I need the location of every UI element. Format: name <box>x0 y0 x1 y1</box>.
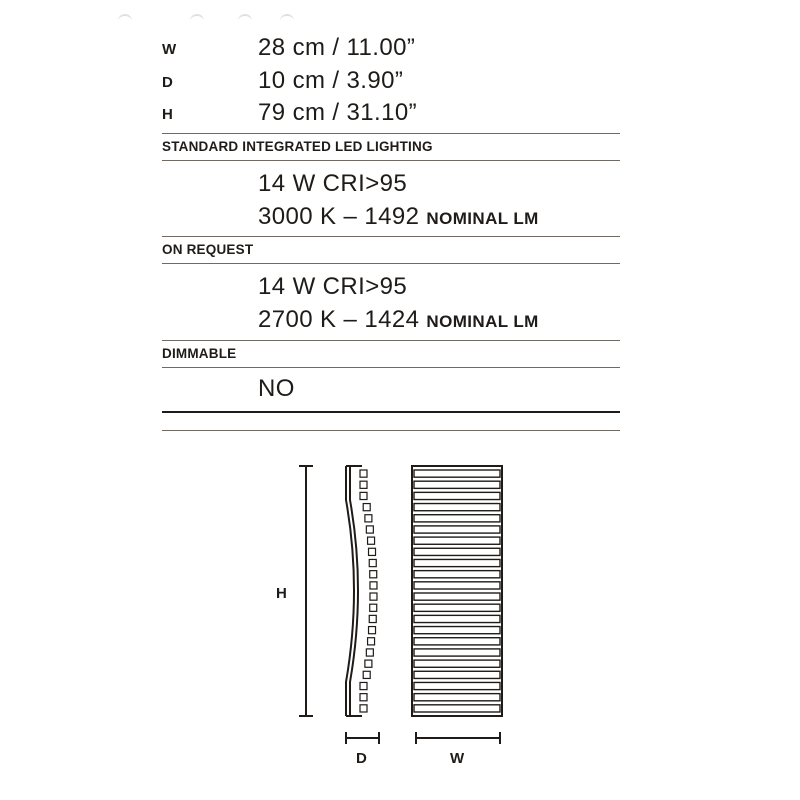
front-slat <box>414 582 500 589</box>
on-request-heading: ON REQUEST <box>162 242 254 257</box>
depth-dimension <box>346 732 379 744</box>
front-slats <box>414 470 500 712</box>
profile-slat <box>368 638 375 645</box>
profile-slat <box>360 470 367 477</box>
front-slat <box>414 481 500 488</box>
profile-slat <box>370 604 377 611</box>
dimmable-heading: DIMMABLE <box>162 346 237 361</box>
front-slat <box>414 604 500 611</box>
profile-slat <box>360 705 367 712</box>
front-slat <box>414 615 500 622</box>
profile-slat <box>370 582 377 589</box>
front-slat <box>414 694 500 701</box>
front-slat <box>414 571 500 578</box>
standard-lighting-heading: STANDARD INTEGRATED LED LIGHTING <box>162 139 433 154</box>
profile-slat <box>369 559 376 566</box>
profile-slat <box>369 615 376 622</box>
front-slat <box>414 526 500 533</box>
dimmable-value: NO <box>258 375 295 402</box>
profile-slat <box>363 671 370 678</box>
profile-slat <box>363 504 370 511</box>
dim-value-d: 10 cm / 3.90” <box>258 67 404 94</box>
front-slat <box>414 548 500 555</box>
front-slat <box>414 671 500 678</box>
profile-slat <box>360 694 367 701</box>
front-slat <box>414 537 500 544</box>
front-slat <box>414 515 500 522</box>
profile-slat <box>360 481 367 488</box>
front-slat <box>414 504 500 511</box>
front-slat <box>414 649 500 656</box>
standard-temp-lumen: 3000 K – 1492 <box>258 203 420 230</box>
profile-slat <box>366 649 373 656</box>
dim-value-w: 28 cm / 11.00” <box>258 34 416 61</box>
front-slat <box>414 593 500 600</box>
dim-value-h: 79 cm / 31.10” <box>258 99 418 126</box>
on-request-temp-lumen: 2700 K – 1424 <box>258 306 420 333</box>
on-request-lumen-unit: NOMINAL LM <box>426 312 539 331</box>
profile-slat <box>369 627 376 634</box>
front-slat <box>414 470 500 477</box>
on-request-power: 14 W CRI>95 <box>258 273 408 300</box>
height-dimension <box>299 466 313 716</box>
dim-key-h: H <box>162 106 173 123</box>
profile-slat <box>370 593 377 600</box>
front-slat <box>414 559 500 566</box>
profile-slats <box>360 470 377 712</box>
front-slat <box>414 492 500 499</box>
side-profile <box>346 466 362 716</box>
profile-slat <box>365 660 372 667</box>
height-label: H <box>276 585 287 602</box>
front-slat <box>414 638 500 645</box>
width-dimension <box>416 732 500 744</box>
dim-key-w: W <box>162 41 177 58</box>
depth-label: D <box>356 750 367 767</box>
front-slat <box>414 705 500 712</box>
width-label: W <box>450 750 465 767</box>
front-slat <box>414 660 500 667</box>
profile-slat <box>369 548 376 555</box>
profile-slat <box>366 526 373 533</box>
standard-power: 14 W CRI>95 <box>258 170 408 197</box>
front-slat <box>414 682 500 689</box>
profile-slat <box>360 682 367 689</box>
standard-lumen-unit: NOMINAL LM <box>426 209 539 228</box>
profile-slat <box>360 492 367 499</box>
dim-key-d: D <box>162 74 173 91</box>
front-slat <box>414 627 500 634</box>
profile-slat <box>365 515 372 522</box>
profile-slat <box>368 537 375 544</box>
profile-slat <box>370 571 377 578</box>
